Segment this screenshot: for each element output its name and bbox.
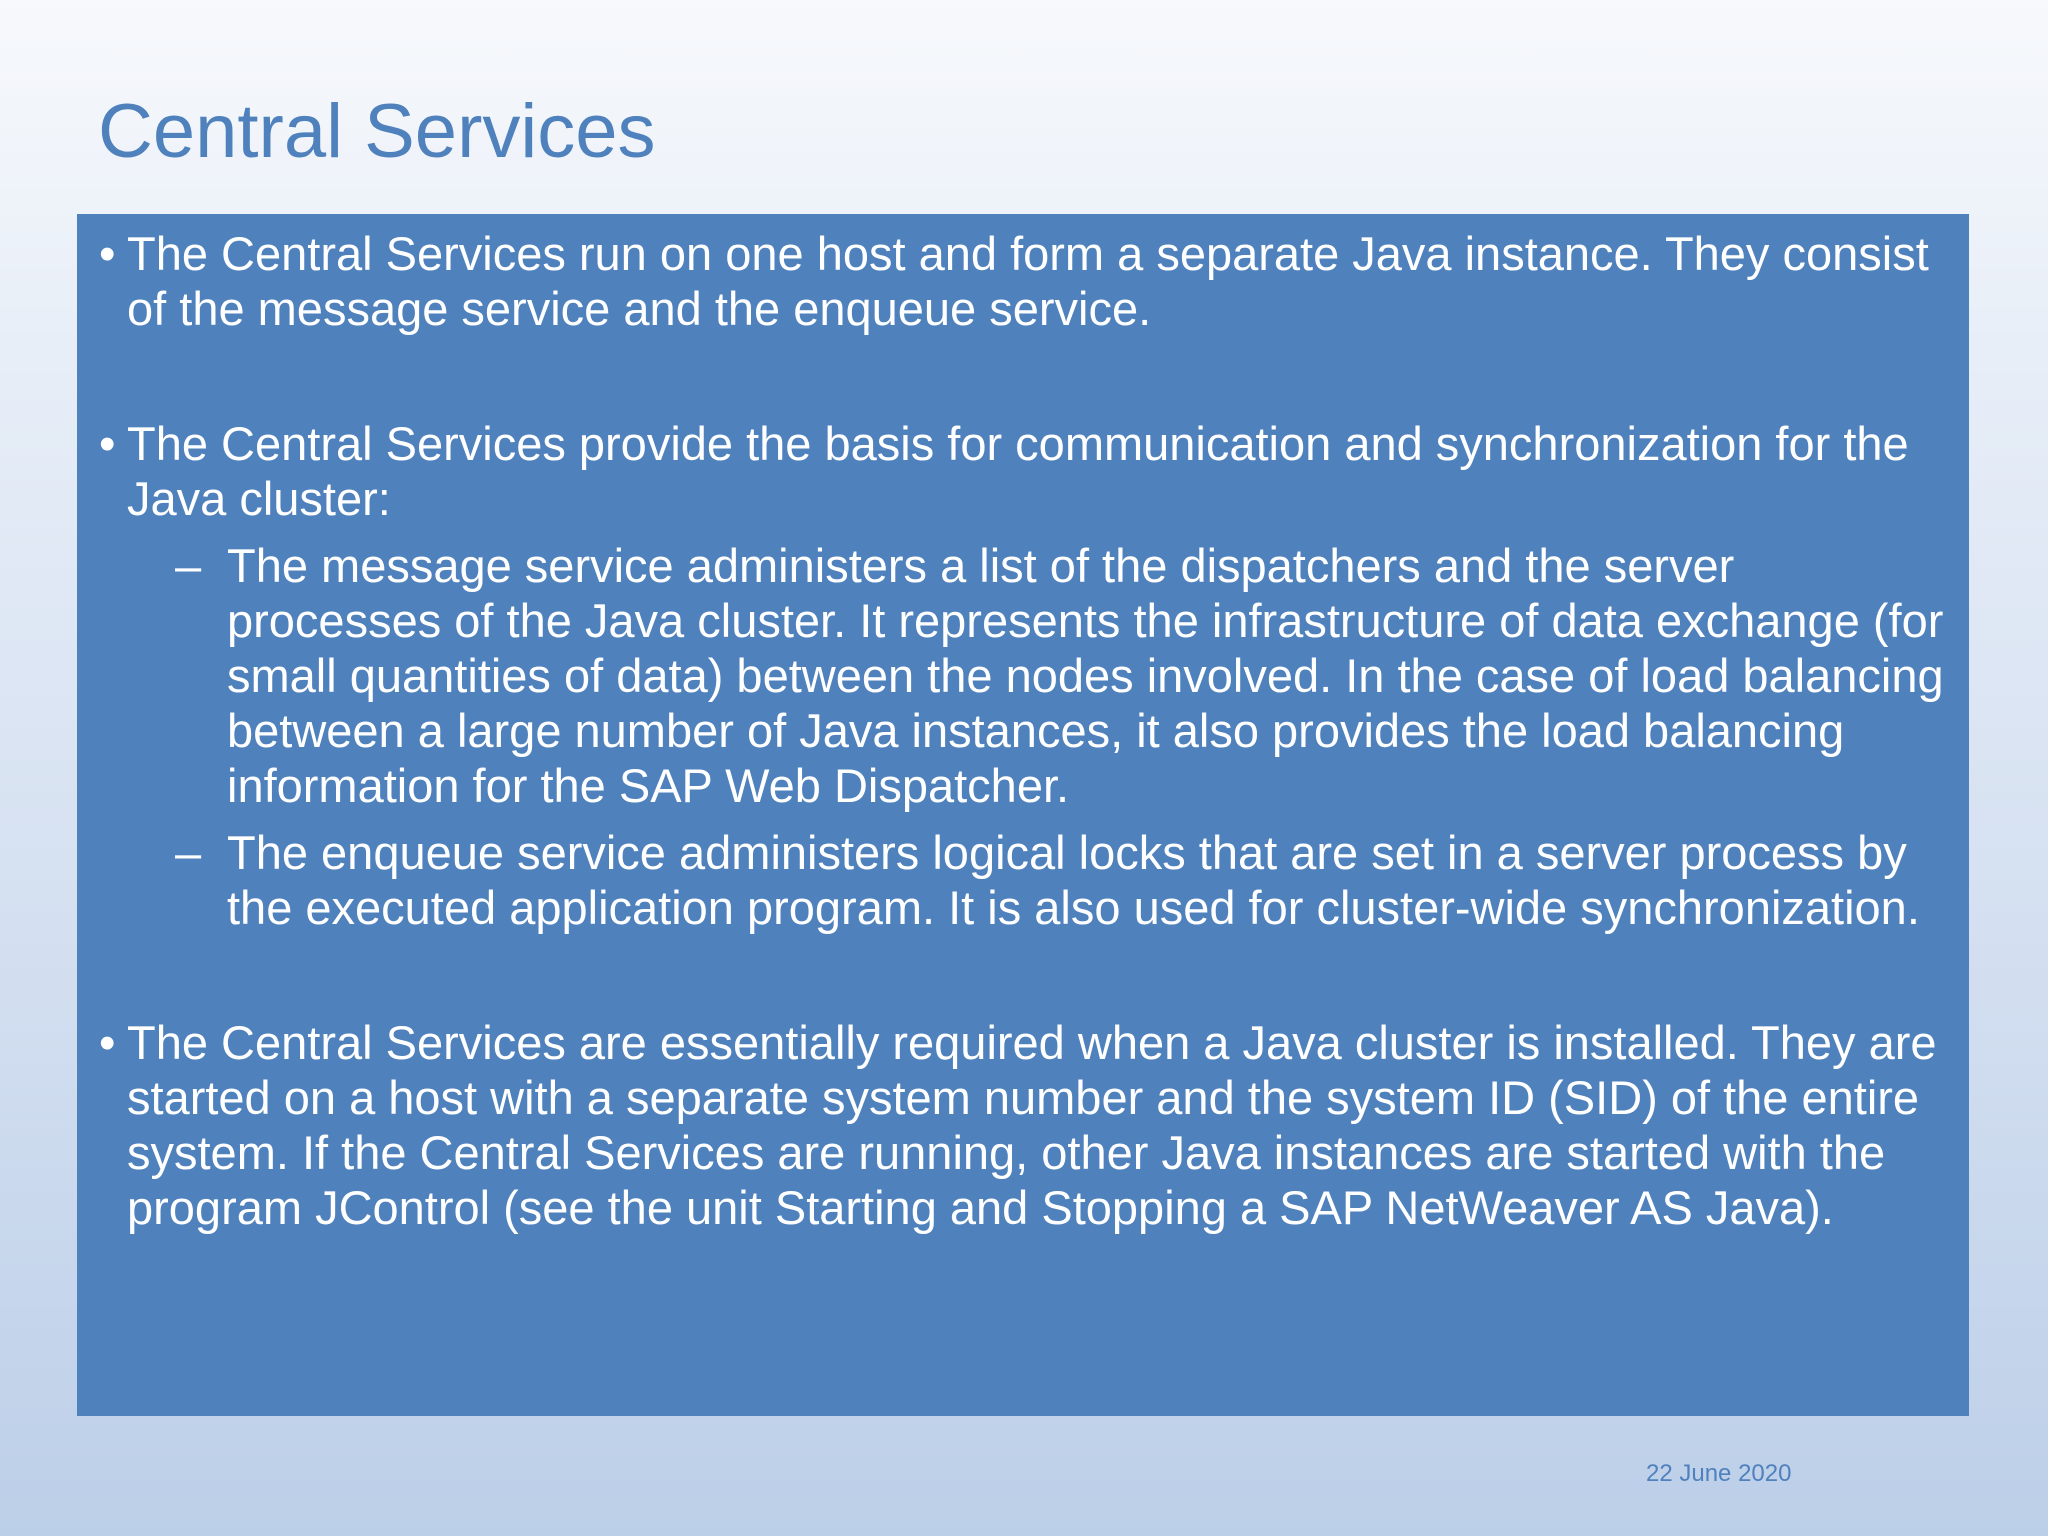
sub-item (127, 538, 1949, 813)
slide-title: Central Services (98, 89, 656, 174)
sub-item-text: The enqueue service administers logical locks that are set in a server process by the executed application program. It is also used for cluster-wide synchronization. (227, 826, 1920, 934)
dash-icon (175, 538, 201, 593)
content-box (77, 214, 1969, 1416)
footer-date: 22 June 2020 (1646, 1460, 1792, 1487)
sub-item-text: The message service administers a list of the dispatchers and the server processes of the Java cluster. It represents the infrastructure of data exchange (for small quantities of data) between the nodes involved. In the case of load balancing between a large number of Java instances, it also provides the load balancing information for the SAP Web Dispatcher. (227, 539, 1944, 812)
sub-item (127, 825, 1949, 935)
sub-list (127, 538, 1949, 935)
bullet-icon (99, 416, 127, 471)
bullet-text: The Central Services provide the basis for communication and synchronization for the Java cluster: (127, 417, 1909, 525)
bullet-text: The Central Services are essentially required when a Java cluster is installed. They are started on a host with a separate system number and the system ID (SID) of the entire system. If the Central Services are running, other Java instances are started with the program JControl (see the unit Starting and Stopping a SAP NetWeaver AS Java). (127, 1016, 1937, 1234)
bullet-item (99, 226, 1949, 336)
bullet-text: The Central Services run on one host and form a separate Java instance. They consist of the message service and the enqueue service. (127, 227, 1929, 335)
bullet-item (99, 416, 1949, 935)
bullet-icon (99, 226, 127, 281)
bullet-item (99, 1015, 1949, 1235)
bullet-icon (99, 1015, 127, 1070)
dash-icon (175, 825, 201, 880)
